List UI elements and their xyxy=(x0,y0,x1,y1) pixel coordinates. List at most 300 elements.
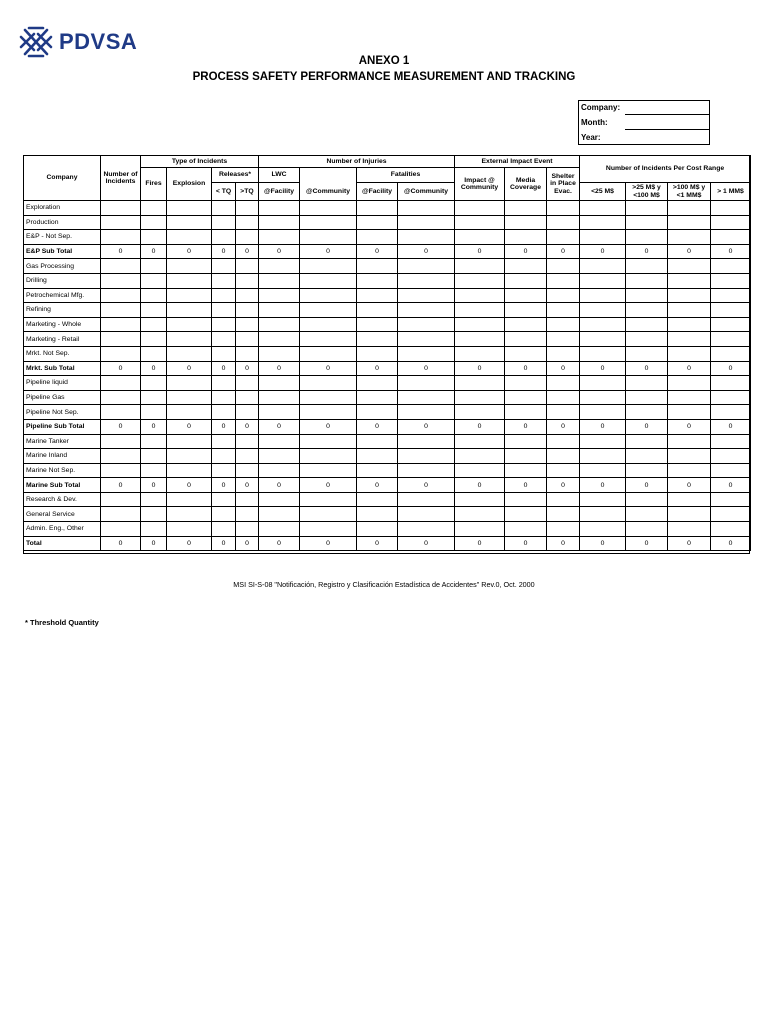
table-cell[interactable] xyxy=(259,507,300,522)
table-cell[interactable]: 0 xyxy=(300,419,357,434)
table-cell[interactable]: 0 xyxy=(547,244,580,259)
table-cell[interactable] xyxy=(711,332,751,347)
table-cell[interactable] xyxy=(236,463,259,478)
table-cell[interactable] xyxy=(300,273,357,288)
year-field[interactable] xyxy=(579,131,709,146)
table-cell[interactable] xyxy=(236,434,259,449)
table-cell[interactable] xyxy=(398,522,455,537)
table-cell[interactable] xyxy=(101,317,141,332)
table-cell[interactable] xyxy=(668,332,711,347)
table-cell[interactable] xyxy=(300,390,357,405)
table-cell[interactable]: 0 xyxy=(167,536,212,551)
table-cell[interactable]: 0 xyxy=(505,419,547,434)
table-cell[interactable] xyxy=(101,522,141,537)
table-cell[interactable] xyxy=(212,288,236,303)
table-cell[interactable]: 0 xyxy=(357,536,398,551)
table-cell[interactable]: 0 xyxy=(668,536,711,551)
table-cell[interactable] xyxy=(711,463,751,478)
table-cell[interactable] xyxy=(547,492,580,507)
table-cell[interactable] xyxy=(101,201,141,216)
table-cell[interactable] xyxy=(580,346,626,361)
table-cell[interactable] xyxy=(259,390,300,405)
table-cell[interactable] xyxy=(668,230,711,245)
table-cell[interactable] xyxy=(626,376,668,391)
table-cell[interactable] xyxy=(141,463,167,478)
table-cell[interactable] xyxy=(357,405,398,420)
table-cell[interactable]: 0 xyxy=(300,478,357,493)
table-cell[interactable] xyxy=(398,376,455,391)
table-cell[interactable] xyxy=(236,288,259,303)
table-cell[interactable] xyxy=(668,317,711,332)
table-cell[interactable] xyxy=(626,405,668,420)
table-cell[interactable] xyxy=(236,507,259,522)
table-cell[interactable] xyxy=(259,303,300,318)
table-cell[interactable] xyxy=(580,405,626,420)
table-cell[interactable] xyxy=(668,259,711,274)
table-cell[interactable]: 0 xyxy=(398,361,455,376)
table-cell[interactable] xyxy=(259,405,300,420)
table-cell[interactable] xyxy=(141,492,167,507)
table-cell[interactable] xyxy=(668,346,711,361)
table-cell[interactable] xyxy=(547,434,580,449)
table-cell[interactable] xyxy=(141,215,167,230)
table-cell[interactable] xyxy=(626,201,668,216)
table-cell[interactable] xyxy=(398,434,455,449)
table-cell[interactable] xyxy=(711,376,751,391)
table-cell[interactable] xyxy=(711,522,751,537)
table-cell[interactable] xyxy=(300,230,357,245)
table-cell[interactable] xyxy=(626,273,668,288)
table-cell[interactable] xyxy=(398,303,455,318)
table-cell[interactable] xyxy=(167,376,212,391)
table-cell[interactable]: 0 xyxy=(300,244,357,259)
table-cell[interactable] xyxy=(259,273,300,288)
company-field[interactable] xyxy=(579,101,709,116)
table-cell[interactable] xyxy=(141,259,167,274)
table-cell[interactable] xyxy=(167,492,212,507)
table-cell[interactable]: 0 xyxy=(259,244,300,259)
table-cell[interactable] xyxy=(300,215,357,230)
table-cell[interactable] xyxy=(711,449,751,464)
table-cell[interactable] xyxy=(626,449,668,464)
table-cell[interactable]: 0 xyxy=(668,361,711,376)
table-cell[interactable]: 0 xyxy=(626,478,668,493)
table-cell[interactable]: 0 xyxy=(668,244,711,259)
table-cell[interactable]: 0 xyxy=(711,419,751,434)
table-cell[interactable] xyxy=(580,463,626,478)
table-cell[interactable] xyxy=(300,492,357,507)
table-cell[interactable] xyxy=(141,288,167,303)
table-cell[interactable] xyxy=(212,376,236,391)
table-cell[interactable] xyxy=(547,390,580,405)
table-cell[interactable] xyxy=(141,405,167,420)
table-cell[interactable]: 0 xyxy=(711,244,751,259)
table-cell[interactable] xyxy=(101,434,141,449)
table-cell[interactable] xyxy=(505,390,547,405)
table-cell[interactable] xyxy=(236,492,259,507)
table-cell[interactable]: 0 xyxy=(455,361,505,376)
table-cell[interactable]: 0 xyxy=(259,361,300,376)
table-cell[interactable]: 0 xyxy=(626,361,668,376)
table-cell[interactable]: 0 xyxy=(626,536,668,551)
table-cell[interactable] xyxy=(141,273,167,288)
table-cell[interactable] xyxy=(357,463,398,478)
table-cell[interactable] xyxy=(547,463,580,478)
table-cell[interactable] xyxy=(580,259,626,274)
table-cell[interactable] xyxy=(236,346,259,361)
table-cell[interactable] xyxy=(398,230,455,245)
table-cell[interactable] xyxy=(236,259,259,274)
table-cell[interactable] xyxy=(167,259,212,274)
table-cell[interactable] xyxy=(668,449,711,464)
table-cell[interactable] xyxy=(505,434,547,449)
table-cell[interactable]: 0 xyxy=(141,244,167,259)
table-cell[interactable] xyxy=(626,522,668,537)
table-cell[interactable] xyxy=(101,390,141,405)
table-cell[interactable] xyxy=(357,492,398,507)
table-cell[interactable]: 0 xyxy=(547,419,580,434)
table-cell[interactable] xyxy=(455,346,505,361)
table-cell[interactable] xyxy=(580,201,626,216)
table-cell[interactable] xyxy=(580,288,626,303)
table-cell[interactable] xyxy=(167,405,212,420)
table-cell[interactable] xyxy=(101,463,141,478)
table-cell[interactable] xyxy=(141,507,167,522)
table-cell[interactable] xyxy=(259,317,300,332)
table-cell[interactable] xyxy=(455,434,505,449)
table-cell[interactable] xyxy=(455,201,505,216)
table-cell[interactable] xyxy=(259,463,300,478)
table-cell[interactable] xyxy=(141,449,167,464)
table-cell[interactable] xyxy=(300,259,357,274)
table-cell[interactable] xyxy=(357,288,398,303)
table-cell[interactable] xyxy=(455,317,505,332)
table-cell[interactable] xyxy=(236,449,259,464)
table-cell[interactable] xyxy=(505,215,547,230)
table-cell[interactable] xyxy=(236,522,259,537)
table-cell[interactable] xyxy=(547,522,580,537)
table-cell[interactable] xyxy=(711,317,751,332)
table-cell[interactable] xyxy=(300,507,357,522)
table-cell[interactable] xyxy=(668,201,711,216)
table-cell[interactable] xyxy=(505,273,547,288)
table-cell[interactable] xyxy=(101,230,141,245)
table-cell[interactable] xyxy=(236,317,259,332)
table-cell[interactable]: 0 xyxy=(236,361,259,376)
table-cell[interactable] xyxy=(455,449,505,464)
table-cell[interactable] xyxy=(580,449,626,464)
table-cell[interactable]: 0 xyxy=(398,244,455,259)
table-cell[interactable] xyxy=(711,215,751,230)
table-cell[interactable] xyxy=(300,201,357,216)
table-cell[interactable] xyxy=(626,463,668,478)
table-cell[interactable] xyxy=(259,346,300,361)
table-cell[interactable]: 0 xyxy=(300,536,357,551)
table-cell[interactable] xyxy=(455,522,505,537)
table-cell[interactable] xyxy=(357,303,398,318)
table-cell[interactable] xyxy=(167,273,212,288)
table-cell[interactable] xyxy=(167,201,212,216)
table-cell[interactable] xyxy=(259,376,300,391)
table-cell[interactable] xyxy=(398,346,455,361)
table-cell[interactable] xyxy=(167,332,212,347)
table-cell[interactable] xyxy=(455,390,505,405)
table-cell[interactable] xyxy=(259,492,300,507)
table-cell[interactable] xyxy=(547,507,580,522)
table-cell[interactable] xyxy=(259,434,300,449)
table-cell[interactable] xyxy=(236,201,259,216)
table-cell[interactable]: 0 xyxy=(398,536,455,551)
table-cell[interactable]: 0 xyxy=(505,244,547,259)
table-cell[interactable] xyxy=(455,303,505,318)
table-cell[interactable] xyxy=(300,303,357,318)
table-cell[interactable] xyxy=(141,332,167,347)
table-cell[interactable] xyxy=(455,492,505,507)
table-cell[interactable] xyxy=(357,215,398,230)
table-cell[interactable] xyxy=(626,492,668,507)
table-cell[interactable]: 0 xyxy=(259,419,300,434)
table-cell[interactable] xyxy=(141,346,167,361)
table-cell[interactable] xyxy=(455,405,505,420)
table-cell[interactable]: 0 xyxy=(455,244,505,259)
table-cell[interactable]: 0 xyxy=(580,419,626,434)
table-cell[interactable] xyxy=(668,522,711,537)
table-cell[interactable]: 0 xyxy=(398,478,455,493)
table-cell[interactable] xyxy=(357,390,398,405)
table-cell[interactable] xyxy=(212,346,236,361)
table-cell[interactable] xyxy=(212,303,236,318)
table-cell[interactable]: 0 xyxy=(357,244,398,259)
table-cell[interactable] xyxy=(626,507,668,522)
table-cell[interactable] xyxy=(357,273,398,288)
table-cell[interactable] xyxy=(259,201,300,216)
table-cell[interactable] xyxy=(212,273,236,288)
table-cell[interactable]: 0 xyxy=(212,478,236,493)
table-cell[interactable] xyxy=(398,449,455,464)
table-cell[interactable] xyxy=(580,434,626,449)
table-cell[interactable] xyxy=(300,463,357,478)
table-cell[interactable] xyxy=(101,259,141,274)
table-cell[interactable]: 0 xyxy=(236,478,259,493)
table-cell[interactable] xyxy=(455,273,505,288)
table-cell[interactable] xyxy=(141,230,167,245)
table-cell[interactable] xyxy=(141,434,167,449)
table-cell[interactable] xyxy=(300,332,357,347)
table-cell[interactable] xyxy=(101,376,141,391)
table-cell[interactable] xyxy=(212,463,236,478)
table-cell[interactable] xyxy=(547,201,580,216)
table-cell[interactable]: 0 xyxy=(711,361,751,376)
table-cell[interactable] xyxy=(547,449,580,464)
table-cell[interactable]: 0 xyxy=(259,478,300,493)
table-cell[interactable] xyxy=(259,288,300,303)
table-cell[interactable] xyxy=(505,405,547,420)
table-cell[interactable] xyxy=(212,259,236,274)
table-cell[interactable] xyxy=(141,390,167,405)
table-cell[interactable] xyxy=(398,215,455,230)
table-cell[interactable] xyxy=(167,230,212,245)
table-cell[interactable] xyxy=(668,376,711,391)
table-cell[interactable] xyxy=(626,303,668,318)
table-cell[interactable] xyxy=(259,332,300,347)
table-cell[interactable] xyxy=(300,405,357,420)
table-cell[interactable] xyxy=(626,288,668,303)
table-cell[interactable] xyxy=(259,215,300,230)
table-cell[interactable] xyxy=(300,376,357,391)
table-cell[interactable] xyxy=(711,201,751,216)
table-cell[interactable] xyxy=(455,215,505,230)
table-cell[interactable] xyxy=(626,434,668,449)
table-cell[interactable] xyxy=(212,507,236,522)
table-cell[interactable]: 0 xyxy=(547,536,580,551)
table-cell[interactable] xyxy=(236,303,259,318)
table-cell[interactable] xyxy=(505,201,547,216)
table-cell[interactable] xyxy=(357,332,398,347)
table-cell[interactable]: 0 xyxy=(101,419,141,434)
table-cell[interactable] xyxy=(236,215,259,230)
table-cell[interactable]: 0 xyxy=(236,244,259,259)
table-cell[interactable] xyxy=(398,405,455,420)
table-cell[interactable]: 0 xyxy=(580,478,626,493)
table-cell[interactable] xyxy=(668,434,711,449)
table-cell[interactable]: 0 xyxy=(101,536,141,551)
table-cell[interactable] xyxy=(398,201,455,216)
table-cell[interactable] xyxy=(580,390,626,405)
table-cell[interactable] xyxy=(357,230,398,245)
table-cell[interactable] xyxy=(668,463,711,478)
table-cell[interactable] xyxy=(455,259,505,274)
table-cell[interactable] xyxy=(300,288,357,303)
table-cell[interactable] xyxy=(505,317,547,332)
table-cell[interactable] xyxy=(711,230,751,245)
table-cell[interactable] xyxy=(141,201,167,216)
table-cell[interactable] xyxy=(212,405,236,420)
table-cell[interactable] xyxy=(212,215,236,230)
table-cell[interactable]: 0 xyxy=(357,478,398,493)
table-cell[interactable] xyxy=(626,346,668,361)
table-cell[interactable] xyxy=(398,507,455,522)
table-cell[interactable]: 0 xyxy=(141,536,167,551)
table-cell[interactable] xyxy=(259,522,300,537)
table-cell[interactable] xyxy=(580,376,626,391)
table-cell[interactable] xyxy=(167,215,212,230)
table-cell[interactable] xyxy=(711,507,751,522)
table-cell[interactable]: 0 xyxy=(212,361,236,376)
table-cell[interactable] xyxy=(101,492,141,507)
table-cell[interactable] xyxy=(212,434,236,449)
table-cell[interactable]: 0 xyxy=(212,419,236,434)
table-cell[interactable] xyxy=(580,303,626,318)
table-cell[interactable] xyxy=(398,317,455,332)
table-cell[interactable]: 0 xyxy=(455,419,505,434)
table-cell[interactable]: 0 xyxy=(668,478,711,493)
table-cell[interactable] xyxy=(101,449,141,464)
table-cell[interactable] xyxy=(141,376,167,391)
table-cell[interactable] xyxy=(167,317,212,332)
table-cell[interactable] xyxy=(300,434,357,449)
table-cell[interactable] xyxy=(357,346,398,361)
table-cell[interactable]: 0 xyxy=(668,419,711,434)
table-cell[interactable] xyxy=(101,273,141,288)
table-cell[interactable] xyxy=(398,332,455,347)
table-cell[interactable]: 0 xyxy=(357,361,398,376)
table-cell[interactable] xyxy=(711,288,751,303)
table-cell[interactable]: 0 xyxy=(141,361,167,376)
table-cell[interactable] xyxy=(547,215,580,230)
table-cell[interactable] xyxy=(236,405,259,420)
table-cell[interactable]: 0 xyxy=(547,478,580,493)
table-cell[interactable] xyxy=(668,273,711,288)
table-cell[interactable] xyxy=(711,259,751,274)
table-cell[interactable] xyxy=(212,332,236,347)
table-cell[interactable]: 0 xyxy=(212,244,236,259)
table-cell[interactable] xyxy=(101,507,141,522)
table-cell[interactable] xyxy=(626,332,668,347)
table-cell[interactable]: 0 xyxy=(101,244,141,259)
table-cell[interactable] xyxy=(212,230,236,245)
table-cell[interactable] xyxy=(455,507,505,522)
table-cell[interactable] xyxy=(167,303,212,318)
table-cell[interactable] xyxy=(580,230,626,245)
table-cell[interactable]: 0 xyxy=(580,244,626,259)
table-cell[interactable] xyxy=(505,507,547,522)
table-cell[interactable] xyxy=(167,449,212,464)
table-cell[interactable] xyxy=(547,303,580,318)
table-cell[interactable] xyxy=(455,376,505,391)
table-cell[interactable] xyxy=(711,405,751,420)
table-cell[interactable]: 0 xyxy=(236,419,259,434)
table-cell[interactable] xyxy=(167,507,212,522)
table-cell[interactable]: 0 xyxy=(711,478,751,493)
table-cell[interactable] xyxy=(300,317,357,332)
table-cell[interactable] xyxy=(236,273,259,288)
table-cell[interactable] xyxy=(300,346,357,361)
table-cell[interactable]: 0 xyxy=(101,361,141,376)
table-cell[interactable] xyxy=(101,332,141,347)
table-cell[interactable] xyxy=(167,390,212,405)
table-cell[interactable] xyxy=(101,215,141,230)
table-cell[interactable] xyxy=(580,492,626,507)
table-cell[interactable] xyxy=(398,390,455,405)
table-cell[interactable]: 0 xyxy=(167,361,212,376)
table-cell[interactable] xyxy=(547,332,580,347)
table-cell[interactable] xyxy=(505,463,547,478)
table-cell[interactable] xyxy=(626,259,668,274)
table-cell[interactable] xyxy=(505,303,547,318)
table-cell[interactable] xyxy=(626,215,668,230)
table-cell[interactable] xyxy=(580,507,626,522)
table-cell[interactable] xyxy=(236,390,259,405)
table-cell[interactable]: 0 xyxy=(547,361,580,376)
table-cell[interactable] xyxy=(668,405,711,420)
table-cell[interactable]: 0 xyxy=(626,244,668,259)
table-cell[interactable]: 0 xyxy=(711,536,751,551)
table-cell[interactable] xyxy=(668,507,711,522)
table-cell[interactable] xyxy=(167,434,212,449)
table-cell[interactable] xyxy=(141,522,167,537)
table-cell[interactable] xyxy=(547,288,580,303)
table-cell[interactable] xyxy=(167,522,212,537)
table-cell[interactable]: 0 xyxy=(505,536,547,551)
table-cell[interactable]: 0 xyxy=(167,419,212,434)
table-cell[interactable] xyxy=(626,390,668,405)
table-cell[interactable] xyxy=(101,288,141,303)
table-cell[interactable] xyxy=(626,317,668,332)
table-cell[interactable] xyxy=(236,230,259,245)
table-cell[interactable]: 0 xyxy=(505,478,547,493)
table-cell[interactable] xyxy=(505,376,547,391)
table-cell[interactable] xyxy=(668,303,711,318)
